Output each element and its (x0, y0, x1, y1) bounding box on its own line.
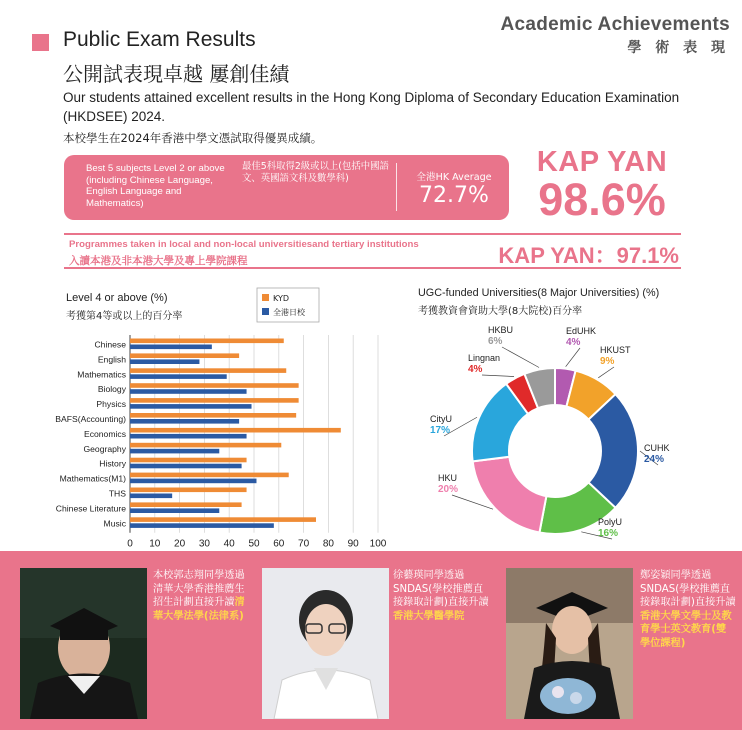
bar-kyd (130, 473, 289, 478)
bar-chart-category-label: Music (103, 518, 126, 529)
bar-hk-dayschool (130, 345, 212, 350)
student-caption-2-text: 徐藝瑛同學透過SNDAS(學校推薦直接錄取計劃)直接升讀 (393, 570, 489, 609)
hk-average-label: 全港HK Average (416, 172, 492, 183)
bar-kyd (130, 443, 281, 448)
intro-text-zh: 本校學生在2024年香港中學文憑試取得優異成績。 (63, 131, 323, 145)
bar-chart-category-label: Mathematics(M1) (59, 473, 126, 484)
intro-text-en: Our students attained excellent results in the Hong Kong Diploma of Secondary Education Examination (HKDSEE) 2024. (63, 90, 680, 124)
donut-slice-hku (473, 457, 547, 533)
donut-label-value: 6% (488, 336, 503, 347)
bar-kyd (130, 458, 247, 463)
bar-chart-legend-swatch (262, 308, 269, 315)
hk-average-value: 72.7% (419, 183, 489, 208)
student-caption-3 (640, 569, 736, 651)
bar-chart-category-label: Mathematics (77, 369, 126, 380)
student-photo-3 (506, 568, 633, 719)
bar-chart-category-label: English (97, 354, 126, 365)
donut-label-value: 16% (598, 528, 619, 539)
donut-chart-title: UGC-funded Universities(8 Major Universities) (%) (418, 287, 660, 299)
donut-label-value: 9% (600, 356, 615, 367)
programmes-bar (64, 233, 681, 269)
bar-chart-title: Level 4 or above (%) (66, 292, 168, 304)
student-caption-3-highlight: 香港大學文學士及教育學士英文教育(雙學位課程) (640, 610, 732, 649)
bar-chart-legend (257, 288, 319, 322)
bar-chart-category-label: THS (108, 488, 126, 499)
best5-box (64, 155, 509, 220)
bar-hk-dayschool (130, 523, 274, 528)
student-photo-2 (262, 568, 389, 719)
programmes-result: KAP YAN：97.1% (498, 243, 679, 268)
best5-divider (396, 163, 397, 211)
bar-chart (0, 285, 400, 547)
donut-chart (412, 318, 682, 543)
donut-label-value: 17% (430, 425, 451, 436)
donut-label-name: Lingnan (468, 353, 501, 363)
bar-chart-category-label: BAFS(Accounting) (55, 413, 126, 424)
school-name: KAP YAN (536, 146, 668, 178)
bar-hk-dayschool (130, 479, 256, 484)
best5-desc-zh: 最佳5科取得2級或以上(包括中國語文、英國語文科及數學科) (242, 161, 389, 184)
donut-label-name: HKU (438, 473, 458, 483)
bar-chart-x-tick: 90 (347, 538, 359, 547)
student-caption-1-text: 本校郭志翔同學透過清華大學香港推薦生招生計劃直接升讀 (153, 570, 245, 609)
bar-chart-x-tick: 100 (369, 538, 387, 547)
bar-chart-legend-label: 全港日校 (273, 308, 305, 317)
bar-chart-legend-swatch (262, 294, 269, 301)
bar-hk-dayschool (130, 434, 247, 439)
donut-label-name: CUHK (644, 443, 670, 453)
bar-chart-x-tick: 30 (198, 538, 210, 547)
best5-desc-en: Best 5 subjects Level 2 or above (including Chinese Language, English Language and Mathematics) (86, 163, 225, 209)
corner-title (501, 14, 730, 57)
donut-chart-title-zh: 考獲教資會資助大學(8大院校)百分率 (418, 306, 583, 317)
bar-chart-x-tick: 20 (174, 538, 186, 547)
bar-hk-dayschool (130, 449, 219, 454)
bar-hk-dayschool (130, 359, 199, 364)
bar-kyd (130, 517, 316, 522)
bar-kyd (130, 398, 299, 403)
bar-chart-legend-label: KYD (273, 294, 290, 303)
bar-chart-category-label: History (99, 458, 126, 469)
bar-kyd (130, 383, 299, 388)
bar-chart-category-label: Biology (97, 384, 126, 395)
bar-kyd (130, 488, 247, 493)
bar-chart-x-tick: 70 (298, 538, 310, 547)
bar-chart-x-tick: 0 (127, 538, 133, 547)
bar-kyd (130, 502, 242, 507)
bar-chart-category-label: Chinese (94, 339, 126, 350)
bar-chart-x-tick: 80 (322, 538, 334, 547)
bar-chart-category-label: Physics (96, 399, 126, 410)
donut-leader-line (598, 367, 614, 378)
donut-label-name: HKBU (488, 325, 514, 335)
section-title-zh: 公開試表現卓越 屢創佳績 (63, 62, 290, 86)
student-caption-1-highlight: 清華大學法學(法律系) (153, 597, 245, 622)
donut-label-value: 4% (566, 337, 581, 348)
bar-hk-dayschool (130, 389, 247, 394)
corner-title-zh: 學 術 表 現 (627, 39, 730, 55)
bar-chart-x-tick: 50 (248, 538, 260, 547)
student-photo-1 (20, 568, 147, 719)
programmes-label-zh: 入讀本港及非本港大學及專上學院課程 (69, 255, 248, 267)
donut-leader-line (502, 347, 539, 368)
school-percentage: 98.6% (538, 174, 666, 225)
programmes-label-en: Programmes taken in local and non-local universitiesand tertiary institutions (69, 239, 419, 250)
bar-kyd (130, 368, 286, 373)
donut-leader-line (482, 375, 514, 377)
donut-label-name: HKUST (600, 345, 631, 355)
student-caption-2 (393, 569, 489, 623)
bar-kyd (130, 339, 284, 344)
bar-hk-dayschool (130, 374, 227, 379)
donut-label-value: 24% (644, 454, 665, 465)
bar-hk-dayschool (130, 494, 172, 499)
donut-label-name: EdUHK (566, 326, 597, 336)
bar-kyd (130, 413, 296, 418)
student-caption-3-text: 鄭姿穎同學透過SNDAS(學校推薦直接錄取計劃)直接升讀 (640, 570, 736, 609)
bar-chart-x-tick: 60 (273, 538, 285, 547)
section-marker (32, 34, 49, 51)
bar-hk-dayschool (130, 508, 219, 513)
bar-hk-dayschool (130, 419, 239, 424)
bar-kyd (130, 353, 239, 358)
donut-leader-line (566, 348, 580, 367)
bar-chart-category-label: Economics (83, 428, 126, 439)
bar-chart-category-label: Chinese Literature (55, 503, 126, 514)
bar-chart-x-tick: 40 (223, 538, 235, 547)
donut-label-value: 20% (438, 484, 459, 495)
student-caption-1 (153, 569, 249, 623)
bar-hk-dayschool (130, 404, 252, 409)
bar-chart-category-label: Geography (83, 443, 126, 454)
bar-chart-title-zh: 考獲第4等或以上的百分率 (66, 311, 183, 322)
donut-label-name: PolyU (598, 517, 623, 527)
bar-kyd (130, 428, 341, 433)
hk-average (402, 169, 506, 208)
corner-title-en: Academic Achievements (500, 14, 730, 35)
student-caption-2-highlight: 香港大學醫學院 (393, 610, 465, 622)
donut-label-value: 4% (468, 364, 483, 375)
bar-chart-x-tick: 10 (149, 538, 161, 547)
donut-label-name: CityU (430, 414, 452, 424)
school-result (522, 146, 682, 225)
section-title-en: Public Exam Results (63, 28, 256, 51)
bar-hk-dayschool (130, 464, 242, 469)
